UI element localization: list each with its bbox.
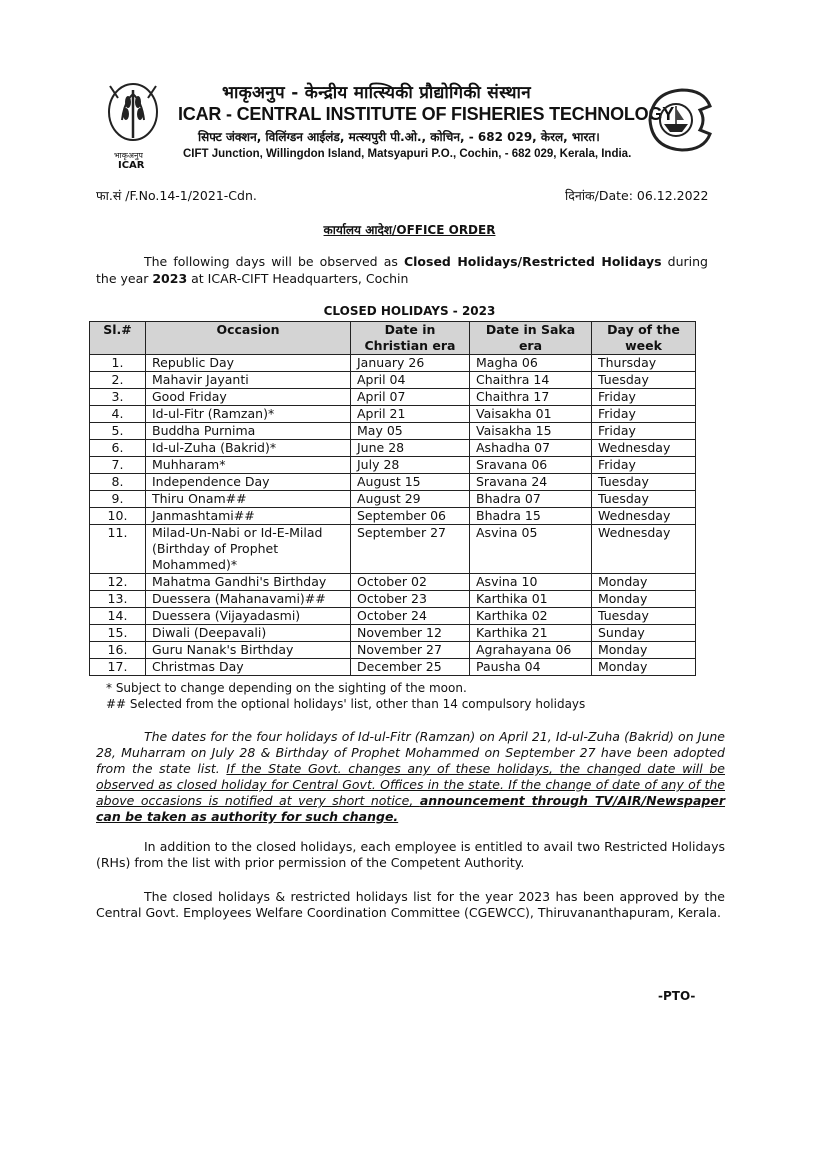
logo-caption-hindi: भाकृअनुप xyxy=(114,151,143,160)
header-sl: Sl.# xyxy=(90,322,146,355)
cell-sl: 4. xyxy=(90,406,146,423)
cell-saka-date: Bhadra 15 xyxy=(470,508,592,525)
cell-occasion: Duessera (Mahanavami)## xyxy=(146,591,351,608)
cell-sl: 1. xyxy=(90,355,146,372)
closed-holidays-table xyxy=(89,321,696,676)
para1-italic-text: The dates for the four holidays of Id-ul-Fitr (Ramzan) on April 21, Id-ul-Zuha (Bakrid) on June 28, Muharram on July 28 & Birthday of Prophet Mohammed on September 27 have been adopted from the state list. xyxy=(96,729,725,776)
table-row xyxy=(90,355,696,372)
cell-occasion: Buddha Purnima xyxy=(146,423,351,440)
cell-occasion: Diwali (Deepavali) xyxy=(146,625,351,642)
cell-christian-date: October 02 xyxy=(351,574,470,591)
cell-christian-date: April 04 xyxy=(351,372,470,389)
logo-caption: ICAR xyxy=(118,160,145,171)
cell-christian-date: April 21 xyxy=(351,406,470,423)
cell-sl: 6. xyxy=(90,440,146,457)
cell-sl: 2. xyxy=(90,372,146,389)
cell-sl: 16. xyxy=(90,642,146,659)
table-row xyxy=(90,642,696,659)
cell-saka-date: Pausha 04 xyxy=(470,659,592,676)
org-name-english: ICAR - CENTRAL INSTITUTE OF FISHERIES TECHNOLOGY xyxy=(178,104,675,124)
table-row xyxy=(90,608,696,625)
table-row xyxy=(90,457,696,474)
cell-day: Tuesday xyxy=(592,372,696,389)
cell-day: Wednesday xyxy=(592,440,696,457)
table-title: CLOSED HOLIDAYS - 2023 xyxy=(323,304,496,318)
cell-saka-date: Sravana 06 xyxy=(470,457,592,474)
cell-christian-date: August 29 xyxy=(351,491,470,508)
cell-saka-date: Sravana 24 xyxy=(470,474,592,491)
cell-christian-date: September 06 xyxy=(351,508,470,525)
table-row xyxy=(90,389,696,406)
cell-christian-date: May 05 xyxy=(351,423,470,440)
cell-occasion: Thiru Onam## xyxy=(146,491,351,508)
intro-text-3: at ICAR-CIFT Headquarters, Cochin xyxy=(187,271,409,286)
cell-sl: 7. xyxy=(90,457,146,474)
table-row xyxy=(90,508,696,525)
address-hindi: सिफ्ट जंक्शन, विलिंग्डन आईलंड, मत्स्यपुरी पी.ओ., कोचिन, - 682 029, केरल, भारत। xyxy=(198,130,600,144)
header-occasion: Occasion xyxy=(146,322,351,355)
table-row xyxy=(90,474,696,491)
cell-occasion: Milad-Un-Nabi or Id-E-Milad (Birthday of Prophet Mohammed)* xyxy=(146,525,351,574)
cell-sl: 13. xyxy=(90,591,146,608)
cell-occasion: Mahatma Gandhi's Birthday xyxy=(146,574,351,591)
cell-occasion: Muhharam* xyxy=(146,457,351,474)
table-row xyxy=(90,525,696,574)
cell-sl: 11. xyxy=(90,525,146,574)
icar-logo xyxy=(104,80,162,172)
cell-sl: 5. xyxy=(90,423,146,440)
cell-christian-date: January 26 xyxy=(351,355,470,372)
cell-saka-date: Ashadha 07 xyxy=(470,440,592,457)
cell-sl: 12. xyxy=(90,574,146,591)
cell-sl: 10. xyxy=(90,508,146,525)
cell-occasion: Janmashtami## xyxy=(146,508,351,525)
cell-day: Monday xyxy=(592,574,696,591)
table-row xyxy=(90,406,696,423)
order-title: कार्यालय आदेश/OFFICE ORDER xyxy=(323,223,496,237)
cell-christian-date: September 27 xyxy=(351,525,470,574)
header-christian-date: Date in Christian era xyxy=(351,322,470,355)
intro-paragraph xyxy=(96,253,708,287)
cell-sl: 8. xyxy=(90,474,146,491)
cell-day: Tuesday xyxy=(592,608,696,625)
cell-saka-date: Karthika 01 xyxy=(470,591,592,608)
cell-occasion: Independence Day xyxy=(146,474,351,491)
cell-saka-date: Karthika 21 xyxy=(470,625,592,642)
intro-text-1: The following days will be observed as xyxy=(144,254,404,269)
cell-sl: 17. xyxy=(90,659,146,676)
cell-christian-date: July 28 xyxy=(351,457,470,474)
cell-day: Sunday xyxy=(592,625,696,642)
cell-day: Wednesday xyxy=(592,508,696,525)
intro-bold-holidays: Closed Holidays/Restricted Holidays xyxy=(403,254,662,269)
cell-saka-date: Vaisakha 01 xyxy=(470,406,592,423)
cell-occasion: Republic Day xyxy=(146,355,351,372)
cell-christian-date: June 28 xyxy=(351,440,470,457)
table-row xyxy=(90,372,696,389)
table-row xyxy=(90,491,696,508)
cift-logo xyxy=(642,80,714,158)
please-turn-over: -PTO- xyxy=(658,989,696,1003)
cell-sl: 15. xyxy=(90,625,146,642)
cell-christian-date: April 07 xyxy=(351,389,470,406)
cell-saka-date: Chaithra 17 xyxy=(470,389,592,406)
cell-occasion: Id-ul-Zuha (Bakrid)* xyxy=(146,440,351,457)
table-header-row xyxy=(90,322,696,355)
table-row xyxy=(90,625,696,642)
cell-christian-date: October 24 xyxy=(351,608,470,625)
order-date: दिनांक/Date: 06.12.2022 xyxy=(565,188,709,203)
cell-day: Monday xyxy=(592,642,696,659)
cell-christian-date: November 27 xyxy=(351,642,470,659)
cell-day: Wednesday xyxy=(592,525,696,574)
cell-occasion: Guru Nanak's Birthday xyxy=(146,642,351,659)
cell-day: Friday xyxy=(592,457,696,474)
cell-saka-date: Asvina 05 xyxy=(470,525,592,574)
intro-bold-year: 2023 xyxy=(152,271,188,286)
cell-day: Friday xyxy=(592,423,696,440)
cell-occasion: Christmas Day xyxy=(146,659,351,676)
header-day: Day of the week xyxy=(592,322,696,355)
table-row xyxy=(90,440,696,457)
cell-christian-date: August 15 xyxy=(351,474,470,491)
note-optional-holidays: ## Selected from the optional holidays' list, other than 14 compulsory holidays xyxy=(106,697,586,711)
org-name-hindi: भाकृअनुप - केन्द्रीय मात्स्यिकी प्रौद्योगिकी संस्थान xyxy=(222,83,531,103)
table-row xyxy=(90,574,696,591)
cell-occasion: Id-ul-Fitr (Ramzan)* xyxy=(146,406,351,423)
state-list-paragraph xyxy=(96,729,725,825)
cell-occasion: Duessera (Vijayadasmi) xyxy=(146,608,351,625)
cell-occasion: Good Friday xyxy=(146,389,351,406)
cell-day: Monday xyxy=(592,591,696,608)
cell-saka-date: Magha 06 xyxy=(470,355,592,372)
header-saka-date: Date in Saka era xyxy=(470,322,592,355)
cell-saka-date: Asvina 10 xyxy=(470,574,592,591)
cell-occasion: Mahavir Jayanti xyxy=(146,372,351,389)
cell-day: Thursday xyxy=(592,355,696,372)
cell-day: Monday xyxy=(592,659,696,676)
cell-day: Friday xyxy=(592,406,696,423)
address-english: CIFT Junction, Willingdon Island, Matsyapuri P.O., Cochin, - 682 029, Kerala, India. xyxy=(183,148,632,160)
para1-bold-text: announcement through TV/AIR/Newspaper can be taken as authority for such change. xyxy=(96,793,726,824)
intro-text-2: during the year xyxy=(96,254,708,286)
cell-sl: 14. xyxy=(90,608,146,625)
table-row xyxy=(90,591,696,608)
table-body xyxy=(90,355,696,676)
file-reference: फा.सं /F.No.14-1/2021-Cdn. xyxy=(96,188,257,203)
cell-christian-date: December 25 xyxy=(351,659,470,676)
cell-sl: 3. xyxy=(90,389,146,406)
note-moon-sighting: * Subject to change depending on the sighting of the moon. xyxy=(106,681,467,695)
cell-day: Tuesday xyxy=(592,474,696,491)
approval-paragraph: The closed holidays & restricted holidays list for the year 2023 has been approved by the Central Govt. Employees Welfare Coordination Committee (CGEWCC), Thiruvananthapuram, Kerala. xyxy=(96,889,725,920)
cell-day: Friday xyxy=(592,389,696,406)
cell-day: Tuesday xyxy=(592,491,696,508)
cell-sl: 9. xyxy=(90,491,146,508)
para1-underlined-text: If the State Govt. changes any of these holidays, the changed date will be observed as closed holiday for Central Govt. Offices in the state. If the change of date of any of the above occasions is notified at very short notice, xyxy=(96,761,725,808)
cell-christian-date: October 23 xyxy=(351,591,470,608)
table-row xyxy=(90,423,696,440)
cell-saka-date: Agrahayana 06 xyxy=(470,642,592,659)
cell-saka-date: Karthika 02 xyxy=(470,608,592,625)
cell-christian-date: November 12 xyxy=(351,625,470,642)
cell-saka-date: Vaisakha 15 xyxy=(470,423,592,440)
fish-emblem-icon xyxy=(642,80,714,158)
table-row xyxy=(90,659,696,676)
cell-saka-date: Bhadra 07 xyxy=(470,491,592,508)
restricted-holidays-paragraph: In addition to the closed holidays, each employee is entitled to avail two Restricted Holidays (RHs) from the list with prior permission of the Competent Authority. xyxy=(96,839,725,870)
cell-saka-date: Chaithra 14 xyxy=(470,372,592,389)
